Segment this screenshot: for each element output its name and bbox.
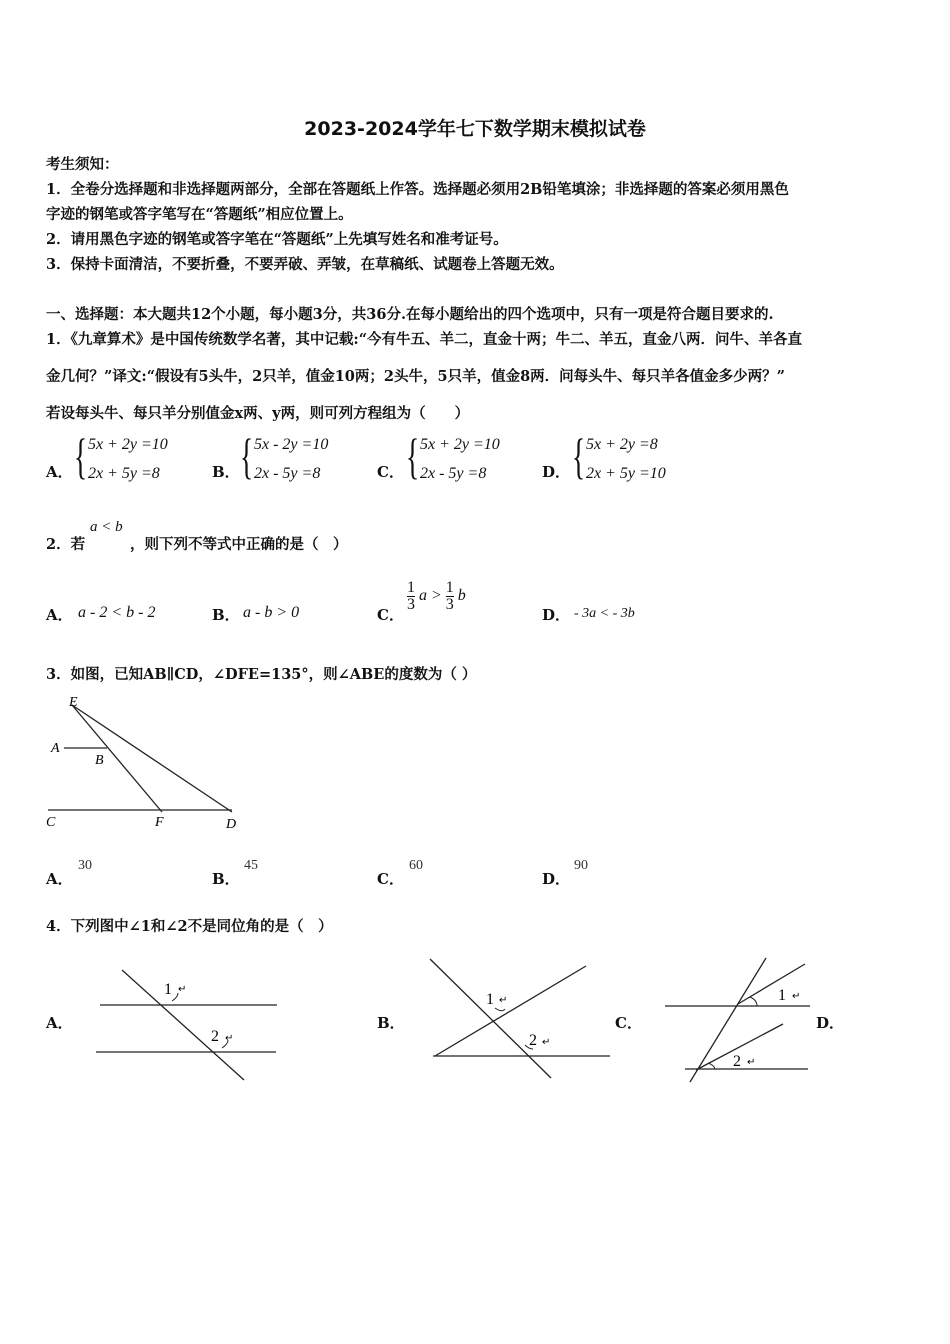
- angle-label: 2: [529, 1032, 537, 1049]
- notice-item: 字迹的钢笔或答字笔写在“答题纸”相应位置上。: [46, 206, 353, 223]
- point-label: E: [69, 695, 78, 710]
- q4-figure-a: [92, 965, 282, 1085]
- angle-arc: [495, 1008, 505, 1011]
- equation: 5x - 2y =10: [254, 436, 329, 453]
- brace-icon: {: [406, 428, 420, 484]
- equation: 2x + 5y =10: [586, 465, 666, 482]
- inequality: a - b > 0: [243, 604, 300, 621]
- fraction-numerator: 1: [407, 579, 415, 596]
- angle-arc: [750, 997, 757, 1006]
- question-3-text: 3．如图，已知AB∥CD，∠DFE=135°，则∠ABE的度数为（ ）: [46, 666, 477, 683]
- equation: 2x - 5y =8: [254, 465, 321, 482]
- fraction-inequality: [407, 580, 466, 613]
- transversal: [430, 959, 551, 1078]
- notice-item: 2．请用黑色字迹的钢笔或答字笔在“答题纸”上先填写姓名和准考证号。: [46, 231, 508, 248]
- line-ef: [72, 705, 162, 812]
- point-label: D: [226, 817, 237, 832]
- inequality: a - 2 < b - 2: [78, 604, 156, 621]
- angle-label: 1: [486, 991, 494, 1008]
- return-mark-icon: ↵: [178, 984, 187, 995]
- option-label: A．: [46, 870, 73, 888]
- notice-item: 3．保持卡面清洁，不要折叠，不要弄破、弄皱，在草稿纸、试题卷上答题无效。: [46, 256, 564, 273]
- option-label: C．: [377, 870, 404, 888]
- slanted-line: [435, 966, 586, 1056]
- option-value: 60: [409, 858, 423, 873]
- option-value: 30: [78, 858, 92, 873]
- point-label: A: [51, 741, 60, 756]
- fraction-denominator: 3: [445, 596, 454, 613]
- option-label: B．: [212, 606, 240, 624]
- angle-label: 1: [164, 981, 172, 998]
- question-2-suffix: ，则下列不等式中正确的是（ ）: [130, 536, 348, 553]
- question-4-text: 4．下列图中∠1和∠2不是同位角的是（ ）: [46, 918, 333, 935]
- q3-figure: [40, 690, 260, 835]
- return-mark-icon: ↵: [499, 995, 508, 1006]
- equation: 5x + 2y =10: [420, 436, 500, 453]
- question-1-line: 1．《九章算术》是中国传统数学名著，其中记载:“今有牛五、羊二，直金十两；牛二、羊五，直金八两．问牛、羊各直: [46, 331, 803, 348]
- option-label: D．: [542, 870, 571, 888]
- option-value: 45: [244, 858, 258, 873]
- inequality: - 3a < - 3b: [574, 606, 635, 621]
- section-heading: 一、选择题：本大题共12个小题，每小题3分，共36分.在每小题给出的四个选项中，只有一项是符合题目要求的.: [46, 306, 774, 323]
- option-label: D．: [542, 606, 571, 624]
- return-mark-icon: ↵: [747, 1057, 756, 1068]
- inequality-left: a >: [419, 587, 442, 605]
- option-label: B．: [212, 463, 240, 481]
- equation: 5x + 2y =8: [586, 436, 658, 453]
- q4-option-d[interactable]: D．: [816, 1014, 845, 1032]
- brace-icon: {: [240, 428, 254, 484]
- option-label: A．: [46, 606, 73, 624]
- equation: 2x + 5y =8: [88, 465, 160, 482]
- question-2-prefix: 2．若: [46, 536, 86, 553]
- fraction-numerator: 1: [445, 579, 454, 596]
- option-label: A．: [46, 463, 73, 481]
- question-1-line: 金几何？”译文:“假设有5头牛，2只羊，值金10两；2头牛，5只羊，值金8两．问每头牛、每只羊各值金多少两？”: [46, 368, 785, 385]
- inequality-right: b: [457, 587, 466, 605]
- page-title: 2023-2024学年七下数学期末模拟试卷: [304, 118, 646, 140]
- fraction: [407, 580, 415, 613]
- equation: 5x + 2y =10: [88, 436, 168, 453]
- angle-arc: [708, 1063, 715, 1069]
- return-mark-icon: ↵: [792, 991, 801, 1002]
- point-label: B: [95, 753, 104, 768]
- brace-icon: {: [572, 428, 586, 484]
- fraction: [446, 580, 454, 613]
- equation: 2x - 5y =8: [420, 465, 487, 482]
- option-label: C．: [377, 463, 404, 481]
- question-1-line: 若设每头牛、每只羊分别值金x两、y两，则可列方程组为（ ）: [46, 405, 470, 422]
- option-label: B．: [212, 870, 240, 888]
- q4-figure-c: [658, 952, 818, 1087]
- return-mark-icon: ↵: [542, 1037, 551, 1048]
- notice-heading: 考生须知：: [46, 156, 119, 173]
- q4-option-a[interactable]: A．: [46, 1014, 73, 1032]
- point-label: C: [46, 815, 56, 830]
- option-label: C．: [377, 606, 404, 624]
- angle-label: 1: [778, 987, 786, 1004]
- angle-label: 2: [733, 1053, 741, 1070]
- question-2-condition: a < b: [90, 519, 123, 535]
- option-label: D．: [542, 463, 571, 481]
- fraction-denominator: 3: [407, 596, 415, 613]
- q4-option-c[interactable]: C．: [615, 1014, 642, 1032]
- angle-label: 2: [211, 1028, 219, 1045]
- point-label: F: [155, 815, 164, 830]
- return-mark-icon: ↵: [225, 1033, 234, 1044]
- q4-option-b[interactable]: B．: [377, 1014, 405, 1032]
- brace-icon: {: [74, 428, 88, 484]
- notice-item: 1．全卷分选择题和非选择题两部分，全部在答题纸上作答。选择题必须用2B铅笔填涂；非选择题的答案必须用黑色: [46, 181, 789, 198]
- q4-figure-b: [425, 953, 615, 1083]
- option-value: 90: [574, 858, 588, 873]
